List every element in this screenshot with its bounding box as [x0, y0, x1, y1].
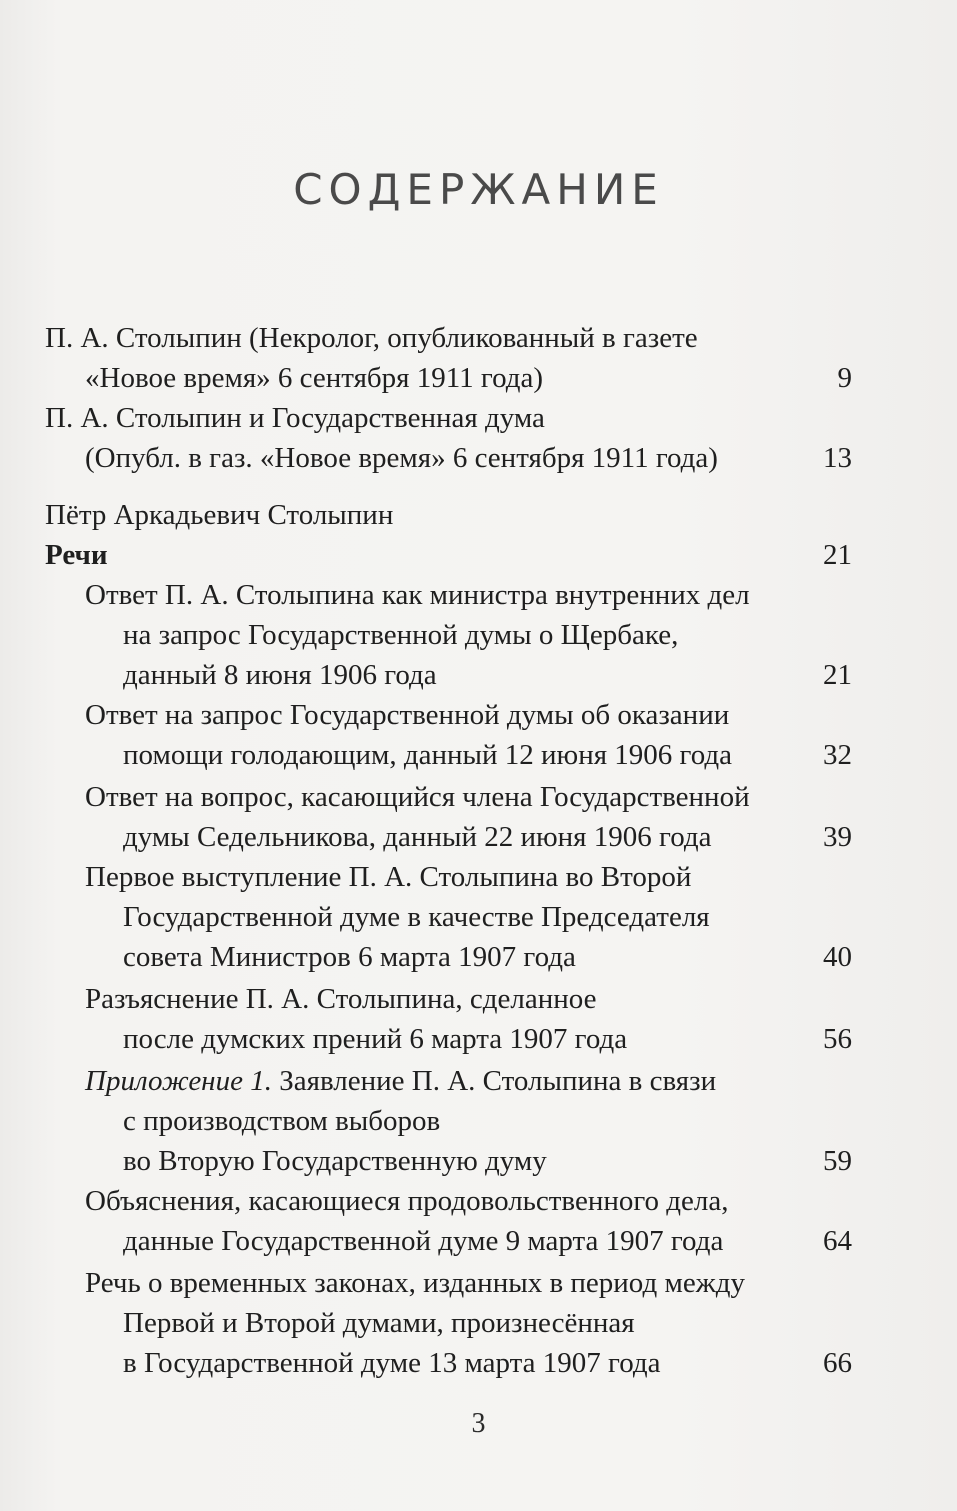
toc-entry-11-line-1: Речь о временных законах, изданных в период между: [85, 1267, 745, 1299]
toc-subsection-speeches: Речи: [45, 539, 108, 571]
toc-entry-9-appendix-label: Приложение 1.: [85, 1065, 272, 1097]
page-title: СОДЕРЖАНИЕ: [293, 165, 664, 214]
toc-section-heading: Пётр Аркадьевич Столыпин: [45, 499, 394, 531]
toc-entry-10-line-2: данные Государственной думе 9 марта 1907 года: [123, 1225, 724, 1257]
toc-entry-4-line-1: Ответ П. А. Столыпина как министра внутренних дел: [85, 579, 750, 611]
toc-entry-2-page: 13: [823, 442, 852, 474]
toc-entry-4-line-3: данный 8 июня 1906 года: [123, 659, 437, 691]
toc-entry-1-line-1: П. А. Столыпин (Некролог, опубликованный в газете: [45, 322, 698, 354]
toc-entry-7-line-2: Государственной думе в качестве Председателя: [123, 901, 710, 933]
toc-entry-9-line-2: с производством выборов: [123, 1105, 441, 1137]
toc-entry-9-line-3: во Вторую Государственную думу: [123, 1145, 547, 1177]
toc-entry-2-line-1: П. А. Столыпин и Государственная дума: [45, 402, 545, 434]
toc-entry-2-line-2: (Опубл. в газ. «Новое время» 6 сентября 1911 года): [85, 442, 718, 474]
toc-entry-11-line-2: Первой и Второй думами, произнесённая: [123, 1307, 635, 1339]
toc-entry-8-line-1: Разъяснение П. А. Столыпина, сделанное: [85, 983, 597, 1015]
toc-entry-4-line-2: на запрос Государственной думы о Щербаке,: [123, 619, 679, 651]
toc-entry-7-line-1: Первое выступление П. А. Столыпина во Второй: [85, 861, 692, 893]
toc-entry-6-line-2: думы Седельникова, данный 22 июня 1906 года: [123, 821, 712, 853]
toc-entry-10-line-1: Объяснения, касающиеся продовольственного дела,: [85, 1185, 729, 1217]
toc-entry-9-line-1: [85, 1061, 716, 1101]
toc-entry-11-page: 66: [823, 1347, 852, 1379]
toc-entry-8-line-2: после думских прений 6 марта 1907 года: [123, 1023, 628, 1055]
toc-entry-5-page: 32: [823, 739, 852, 771]
toc-entry-5-line-1: Ответ на запрос Государственной думы об оказании: [85, 699, 730, 731]
toc-entry-9-page: 59: [823, 1145, 852, 1177]
toc-entry-11-line-3: в Государственной думе 13 марта 1907 года: [123, 1347, 661, 1379]
toc-entry-9-line-1-text: Заявление П. А. Столыпина в связи: [271, 1065, 717, 1097]
toc-entry-4-page: 21: [823, 659, 852, 691]
toc-entry-7-line-3: совета Министров 6 марта 1907 года: [123, 941, 576, 973]
toc-entry-6-line-1: Ответ на вопрос, касающийся члена Государственной: [85, 781, 750, 813]
toc-entry-7-page: 40: [823, 941, 852, 973]
toc-entry-1-page: 9: [837, 362, 852, 394]
page-number: 3: [471, 1408, 486, 1439]
toc-entry-8-page: 56: [823, 1023, 852, 1055]
toc-entry-6-page: 39: [823, 821, 852, 853]
toc-entry-5-line-2: помощи голодающим, данный 12 июня 1906 года: [123, 739, 733, 771]
toc-subsection-speeches-page: 21: [823, 539, 852, 571]
toc-entry-10-page: 64: [823, 1225, 852, 1257]
toc-entry-1-line-2: «Новое время» 6 сентября 1911 года): [85, 362, 544, 394]
